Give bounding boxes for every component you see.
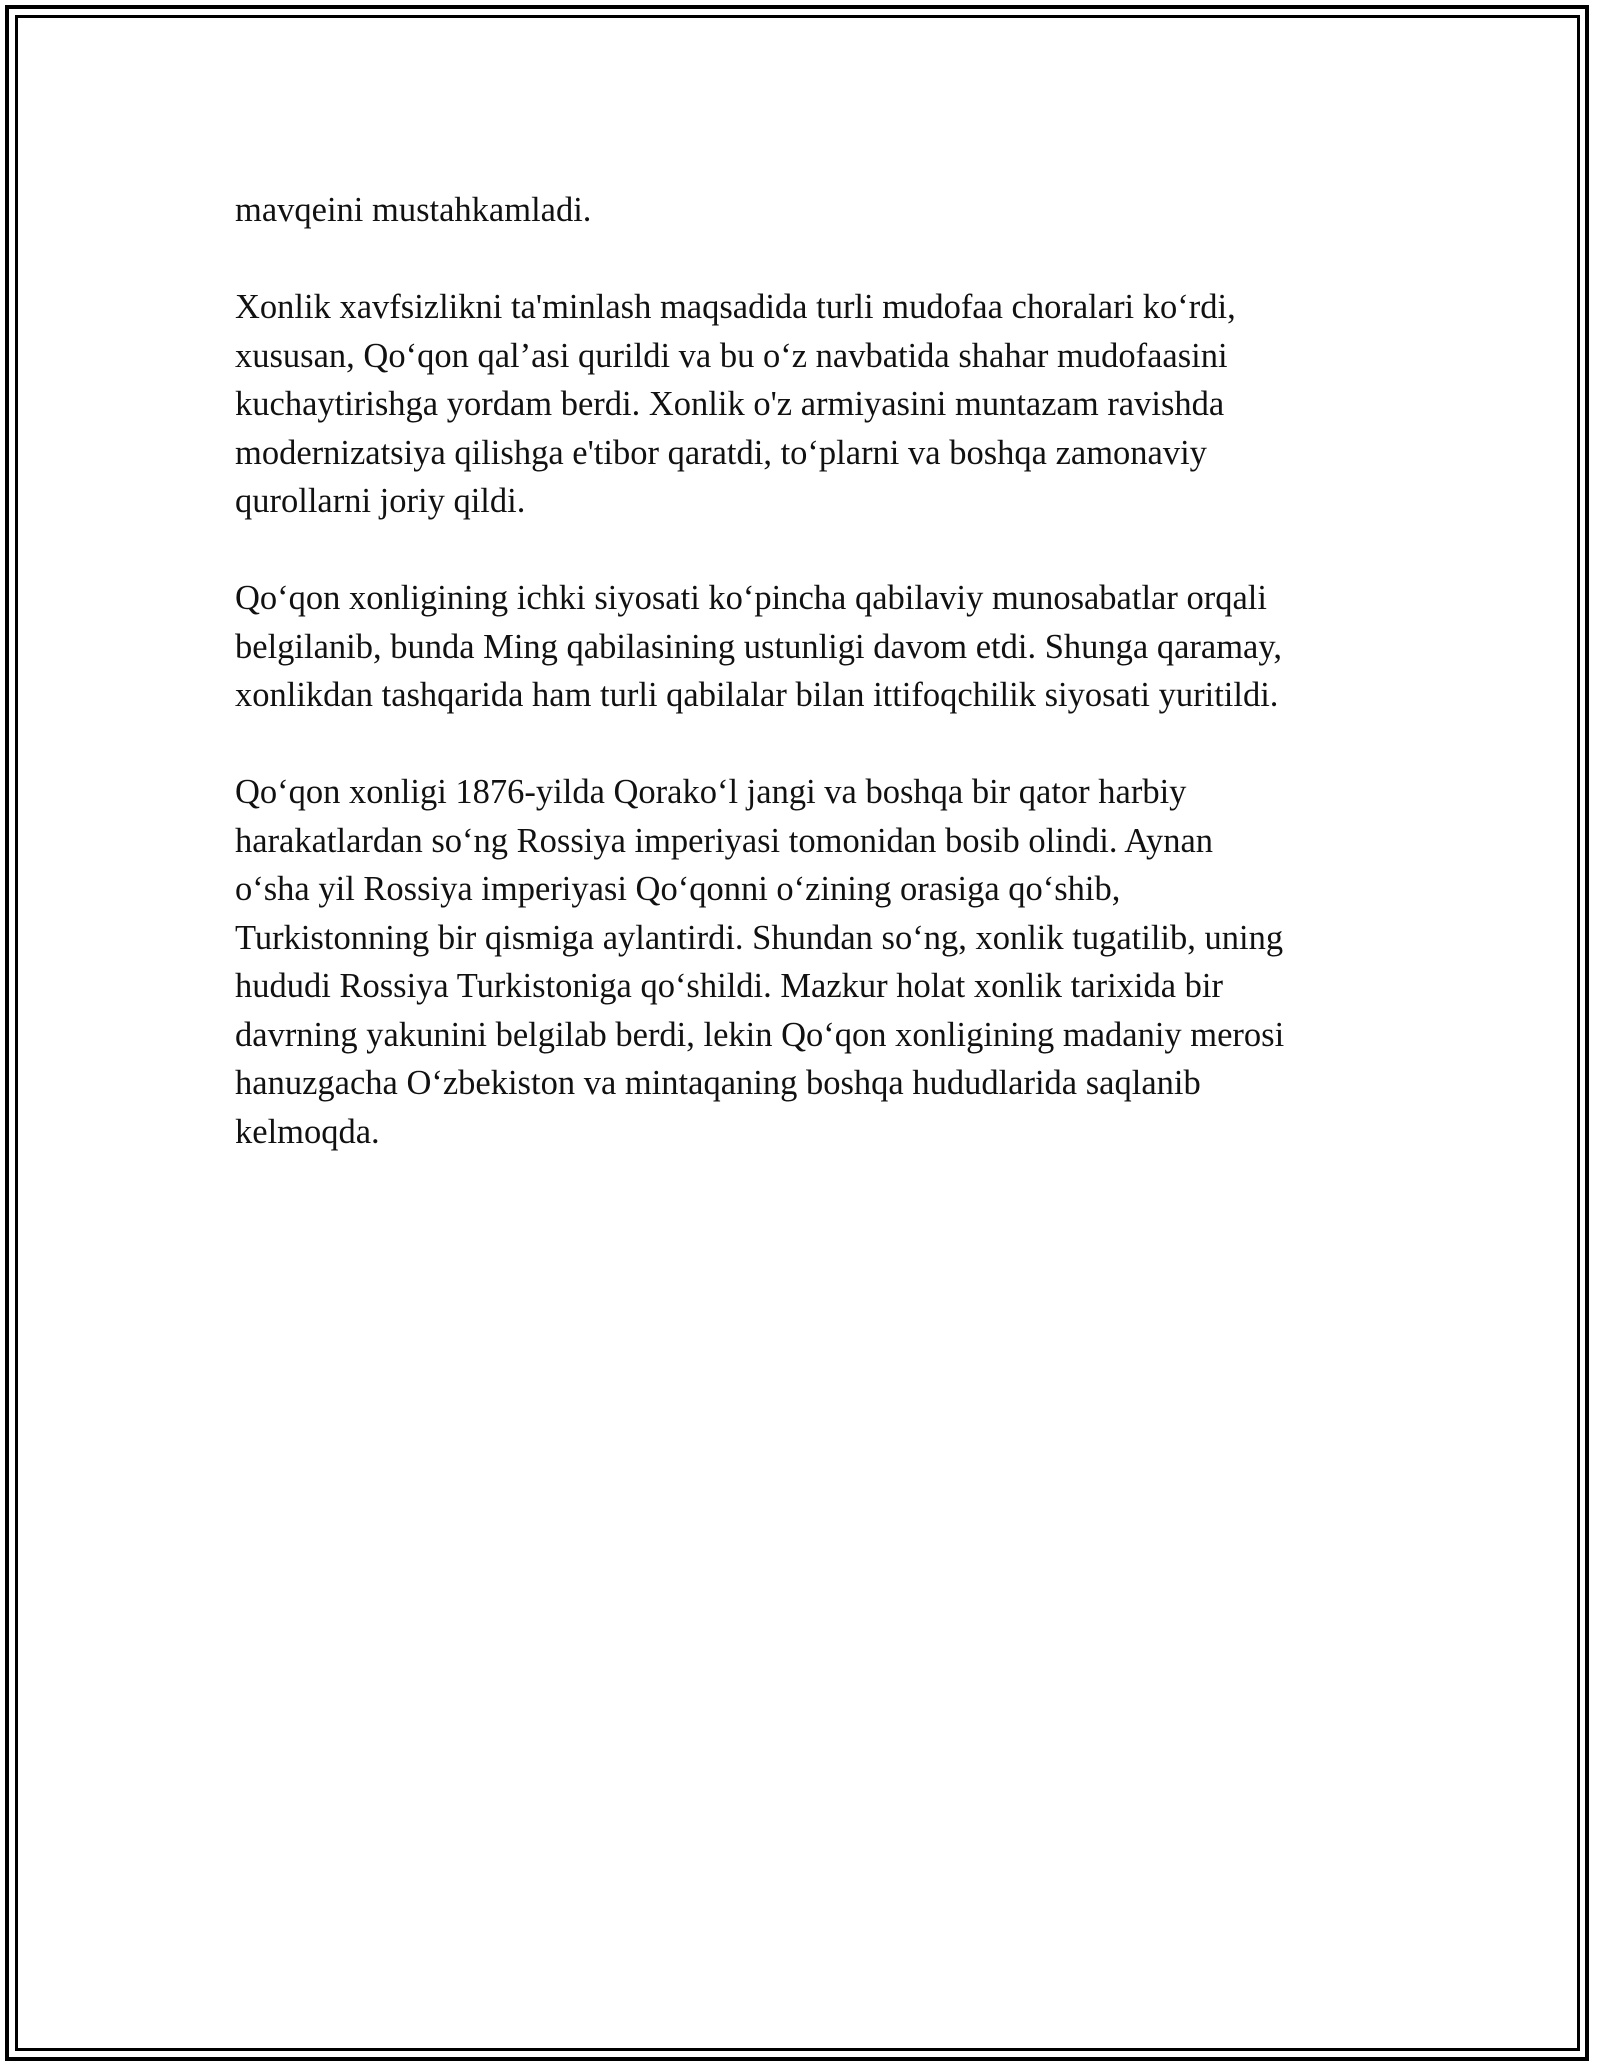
paragraph-4: Qo‘qon xonligi 1876-yilda Qorako‘l jangi va boshqa bir qator harbiy harakatlardan so‘ng Rossiya imperiyasi tomonidan bosib olindi. Aynan o‘sha yil Rossiya imperiyasi Qo‘qonni o‘zining orasiga qo‘shib, Turkistonning bir qismiga aylantirdi. Shundan so‘ng, xonlik tugatilib, uning hududi Rossiya Turkistoniga qo‘shildi. Mazkur holat xonlik tarixida bir davrning yakunini belgilab berdi, lekin Qo‘qon xonligining madaniy merosi hanuzgacha O‘zbekiston va mintaqaning boshqa hududlarida saqlanib kelmoqda. bbox=[235, 773, 1285, 1151]
document-body bbox=[235, 186, 1375, 1205]
paragraph-2: Xonlik xavfsizlikni ta'minlash maqsadida turli mudofaa choralari ko‘rdi, xususan, Qo‘qon qal’asi qurildi va bu o‘z navbatida shahar mudofaasini kuchaytirishga yordam berdi. Xonlik o'z armiyasini muntazam ravishda modernizatsiya qilishga e'tibor qaratdi, to‘plarni va boshqa zamonaviy qurollarni joriy qildi. bbox=[235, 288, 1236, 520]
paragraph-1: mavqeini mustahkamladi. bbox=[235, 191, 592, 229]
paragraph-3: Qo‘qon xonligining ichki siyosati ko‘pincha qabilaviy munosabatlar orqali belgilanib, bunda Ming qabilasining ustunligi davom etdi. Shunga qaramay, xonlikdan tashqarida ham turli qabilalar bilan ittifoqchilik siyosati yuritildi. bbox=[235, 579, 1282, 714]
